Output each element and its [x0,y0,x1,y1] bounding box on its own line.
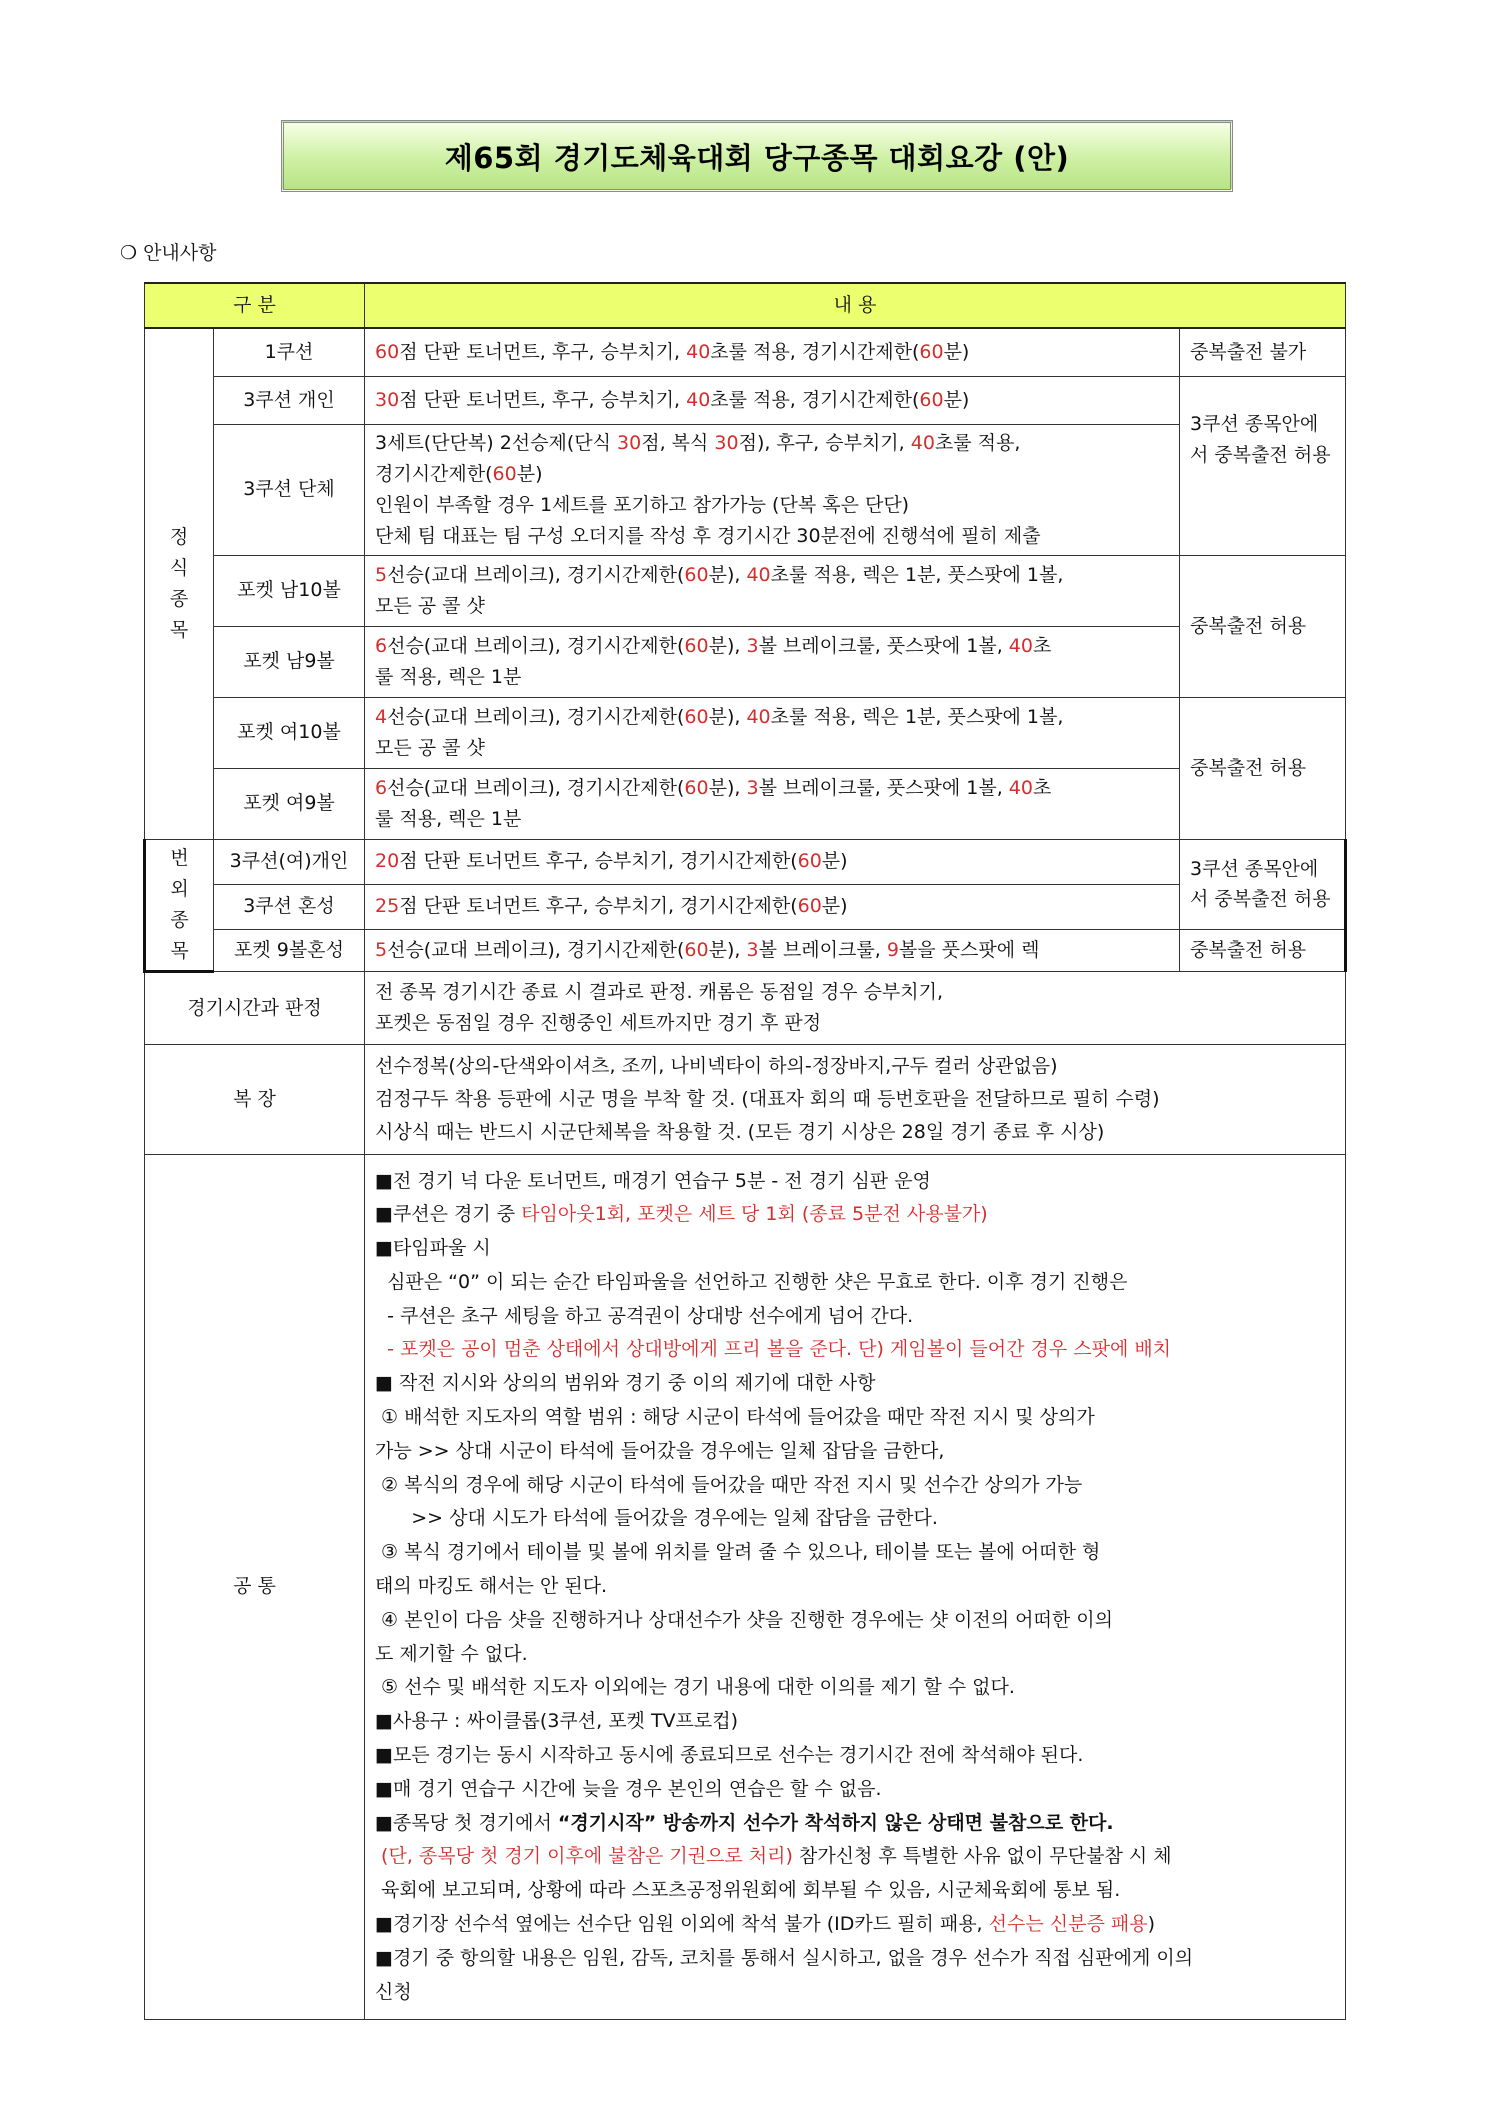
rule-pocket-men-10ball: 5선승(교대 브레이크), 경기시간제한(60분), 40초룰 적용, 렉은 1분, 풋스팟에 1볼, 모든 공 콜 샷 [365,555,1180,626]
table-row [145,697,1346,768]
event-3cushion-women: 3쿠션(여)개인 [214,839,365,884]
table-header-row [145,283,1346,328]
document-title-box [281,120,1233,192]
rule-common: ■전 경기 넉 다운 토너먼트, 매경기 연습구 5분 - 전 경기 심판 운영 ■쿠션은 경기 중 타임아웃1회, 포켓은 세트 당 1회 (종료 5분전 사용불가) ■타임파울 시 심판은 “0” 이 되는 순간 타임파울을 선언하고 진행한 샷은 무효로 한다. 이후 경기 진행은 - 쿠션은 초구 세팅을 하고 공격권이 상대방 선수에게 넘어 간다. - 포켓은 공이 멈춘 상태에서 상대방에게 프리 볼을 준다. 단) 게임볼이 들어간 경우 스팟에 배치 ■ 작전 지시와 상의의 범위와 경기 중 이의 제기에 대한 사항 ① 배석한 지도자의 역할 범위 : 해당 시군이 타석에 들어갔을 때만 작전 지시 및 상의가 가능 >> 상대 시군이 타석에 들어갔을 경우에는 일체 잡담을 금한다, ② 복식의 경우에 해당 시군이 타석에 들어갔을 때만 작전 지시 및 선수간 상의가 가능 >> 상대 시도가 타석에 들어갔을 경우에는 일체 잡담을 금한다. ③ 복식 경기에서 테이블 및 볼에 위치를 알려 줄 수 있으나, 테이블 또는 볼에 어떠한 형 태의 마킹도 해서는 안 된다. ④ 본인이 다음 샷을 진행하거나 상대선수가 샷을 진행한 경우에는 샷 이전의 어떠한 이의 도 제기할 수 없다. ⑤ 선수 및 배석한 지도자 이외에는 경기 내용에 대한 이의를 제기 할 수 없다. ■사용구 : 싸이클롭(3쿠션, 포켓 TV프로컵) ■모든 경기는 동시 시작하고 동시에 종료되므로 선수는 경기시간 전에 착석해야 된다. ■매 경기 연습구 시간에 늦을 경우 본인의 연습은 할 수 없음. ■종목당 첫 경기에서 “경기시작” 방송까지 선수가 착석하지 않은 상태면 불참으로 한다. (단, 종목당 첫 경기 이후에 불참은 기권으로 처리) 참가신청 후 특별한 사유 없이 무단불참 시 체 육회에 보고되며, 상황에 따라 스포츠공정위원회에 회부될 수 있음, 시군체육회에 통보 됨. ■경기장 선수석 옆에는 선수단 임원 이외에 착석 불가 (ID카드 필히 패용, 선수는 신분증 패용) ■경기 중 항의할 내용은 임원, 감독, 코치를 통해서 실시하고, 없을 경우 선수가 직접 심판에게 이의 신청 [365,1154,1346,2020]
table-row [145,424,1346,555]
event-3cushion-team: 3쿠션 단체 [214,424,365,555]
event-pocket-women-9ball: 포켓 여9볼 [214,768,365,839]
table-row [145,328,1346,376]
event-pocket-men-10ball: 포켓 남10볼 [214,555,365,626]
note-allow-men-pocket: 중복출전 허용 [1180,555,1346,697]
rules-table [143,282,1347,2020]
rule-3cushion-individual: 30점 단판 토너먼트, 후구, 승부치기, 40초룰 적용, 경기시간제한(60분) [365,376,1180,424]
table-row [145,1044,1346,1154]
rule-time-judgment: 전 종목 경기시간 종료 시 결과로 판정. 캐롬은 동점일 경우 승부치기, 포켓은 동점일 경우 진행중인 세트까지만 경기 후 판정 [365,971,1346,1044]
event-3cushion-individual: 3쿠션 개인 [214,376,365,424]
event-pocket-9ball-mixed: 포켓 9볼혼성 [214,929,365,971]
section-official: 정 식 종 목 [145,328,214,839]
note-no-duplicate: 중복출전 불가 [1180,328,1346,376]
rule-pocket-women-9ball: 6선승(교대 브레이크), 경기시간제한(60분), 3볼 브레이크룰, 풋스팟에 1볼, 40초 룰 적용, 렉은 1분 [365,768,1180,839]
note-allow-women-pocket: 중복출전 허용 [1180,697,1346,839]
rule-pocket-9ball-mixed: 5선승(교대 브레이크), 경기시간제한(60분), 3볼 브레이크룰, 9볼을 풋스팟에 렉 [365,929,1180,971]
rule-1cushion: 60점 단판 토너먼트, 후구, 승부치기, 40초룰 적용, 경기시간제한(60분) [365,328,1180,376]
note-allow-exhibition: 중복출전 허용 [1180,929,1346,971]
event-pocket-women-10ball: 포켓 여10볼 [214,697,365,768]
rule-3cushion-women: 20점 단판 토너먼트 후구, 승부치기, 경기시간제한(60분) [365,839,1180,884]
event-1cushion: 1쿠션 [214,328,365,376]
table-row [145,376,1346,424]
label-attire: 복 장 [145,1044,365,1154]
rule-pocket-women-10ball: 4선승(교대 브레이크), 경기시간제한(60분), 40초룰 적용, 렉은 1분, 풋스팟에 1볼, 모든 공 콜 샷 [365,697,1180,768]
event-3cushion-mixed: 3쿠션 혼성 [214,884,365,929]
rule-3cushion-team: 3세트(단단복) 2선승제(단식 30점, 복식 30점), 후구, 승부치기, 40초룰 적용, 경기시간제한(60분) 인원이 부족할 경우 1세트를 포기하고 참가가능 (단복 혹은 단단) 단체 팀 대표는 팀 구성 오더지를 작성 후 경기시간 30분전에 진행석에 필히 제출 [365,424,1180,555]
rule-3cushion-mixed: 25점 단판 토너먼트 후구, 승부치기, 경기시간제한(60분) [365,884,1180,929]
header-category: 구 분 [145,283,365,328]
note-3cushion-allow: 3쿠션 종목안에서 중복출전 허용 [1180,376,1346,555]
label-time-judgment: 경기시간과 판정 [145,971,365,1044]
table-row [145,929,1346,971]
table-row [145,768,1346,839]
label-common: 공 통 [145,1154,365,2020]
table-row [145,555,1346,626]
table-row [145,626,1346,697]
note-3cushion-allow-exhibition: 3쿠션 종목안에서 중복출전 허용 [1180,839,1346,929]
table-row [145,884,1346,929]
document-title: 제65회 경기도체육대회 당구종목 대회요강 (안) [444,140,1070,175]
table-row [145,1154,1346,2020]
notice-heading: ❍ 안내사항 [120,242,217,264]
table-row [145,971,1346,1044]
event-pocket-men-9ball: 포켓 남9볼 [214,626,365,697]
rule-pocket-men-9ball: 6선승(교대 브레이크), 경기시간제한(60분), 3볼 브레이크룰, 풋스팟에 1볼, 40초 룰 적용, 렉은 1분 [365,626,1180,697]
rule-attire: 선수정복(상의-단색와이셔츠, 조끼, 나비넥타이 하의-정장바지,구두 컬러 상관없음) 검정구두 착용 등판에 시군 명을 부착 할 것. (대표자 회의 때 등번호판을 전달하므로 필히 수령) 시상식 때는 반드시 시군단체복을 착용할 것. (모든 경기 시상은 28일 경기 종료 후 시상) [365,1044,1346,1154]
section-exhibition: 번 외 종 목 [145,839,214,971]
table-row [145,839,1346,884]
header-content: 내 용 [365,283,1346,328]
